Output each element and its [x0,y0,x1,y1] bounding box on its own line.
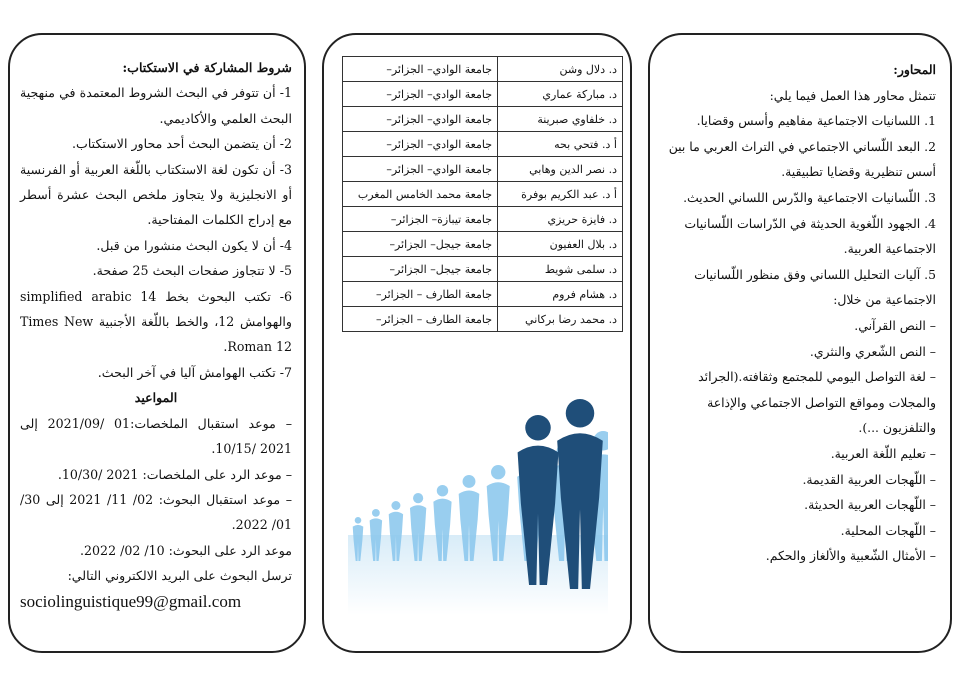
axis-item: 2. البعد اللّساني الاجتماعي في التراث العربي ما بين أسس تنظيرية وقضايا تطبيقية. [668,138,936,180]
sub-item: – اللّهجات العربية القديمة. [802,471,936,487]
member-university: جامعة الوادي– الجزائر– [343,157,498,182]
sub-item: – تعليم اللّغة العربية. [830,445,936,461]
member-university: جامعة جيجل– الجزائر– [343,257,498,282]
member-name: د. خلفاوي صبرينة [498,107,623,132]
member-name: د. بلال العفيون [498,232,623,257]
axis-item: 5. آليات التحليل اللساني وفق منظور اللّسانيات الاجتماعية من خلال: [694,266,936,308]
sub-item: – اللّهجات المحلية. [840,522,936,538]
condition-item: 5- لا تتجاوز صفحات البحث 25 صفحة. [92,263,292,279]
condition-item: 2- أن يتضمن البحث أحد محاور الاستكتاب. [71,136,292,152]
axes-panel [648,33,952,653]
member-university: جامعة تيبازة– الجزائر– [343,207,498,232]
dates-list [20,411,292,563]
sub-item: – النص القرآني. [854,317,936,333]
date-item: – موعد استقبال الملخصات:01 /2021/09 إلى 2021 /10/15. [20,415,292,457]
sub-item: – اللّهجات العربية الحديثة. [804,497,936,513]
contact-email[interactable]: sociolinguistique99@gmail.com [20,591,242,611]
sub-item: – النص الشّعري والنثري. [809,343,936,359]
condition-item: 7- تكتب الهوامش آليا في آخر البحث. [97,364,292,380]
table-row [343,107,623,132]
member-name: د. دلال وشن [498,57,623,82]
condition-item: 1- أن تتوفر في البحث الشروط المعتمدة في منهجية البحث العلمي والأكاديمي. [20,85,292,126]
member-name: أ د. فتحي بحه [498,132,623,157]
axis-item: 3. اللّسانيات الاجتماعية والدّرس اللساني الحديث. [683,189,936,205]
table-row [343,307,623,332]
member-name: د. نصر الدين وهابي [498,157,623,182]
conditions-list [20,80,292,385]
conditions-text [20,55,292,614]
condition-item: 6- تكتب البحوث بخط simplified arabic 14 والهوامش 12، والخط باللّغة الأجنبية Times New Roman 12. [20,288,292,355]
date-item: موعد الرد على البحوث: 10/ 02/ 2022. [80,542,292,558]
committee-table [342,56,623,332]
table-row [343,232,623,257]
member-university: جامعة جيجل– الجزائر– [343,232,498,257]
sub-item: – لغة التواصل اليومي للمجتمع وثقافته.(الجرائد والمجلات ومواقع التواصل الاجتماعي والإذاعة والتلفزيون ...). [698,369,936,436]
member-name: د. محمد رضا بركاني [498,307,623,332]
table-row [343,57,623,82]
condition-item: 4- أن لا يكون البحث منشورا من قبل. [96,237,292,253]
member-university: جامعة محمد الخامس المغرب [343,182,498,207]
table-row [343,207,623,232]
dates-title: المواعيد [134,390,178,406]
axes-text [662,57,936,569]
table-row [343,132,623,157]
member-name: د. هشام فروم [498,282,623,307]
conditions-title: شروط المشاركة في الاستكتاب: [122,60,292,75]
analysis-sublist [662,313,936,569]
date-item: – موعد استقبال البحوث: 02/ 11/ 2021 إلى 30/ 01/ 2022. [20,491,293,533]
conditions-panel [8,33,306,653]
member-name: د. سلمى شويط [498,257,623,282]
committee-panel [322,33,632,653]
member-university: جامعة الوادي– الجزائر– [343,82,498,107]
axes-list [662,108,936,313]
axes-title: المحاور: [893,62,936,77]
member-university: جامعة الوادي– الجزائر– [343,132,498,157]
business-people-illustration [348,385,608,615]
sub-item: – الأمثال الشّعبية والألغاز والحكم. [765,548,936,564]
member-university: جامعة الطارف – الجزائر– [343,282,498,307]
table-row [343,282,623,307]
member-name: د. فايزة حريزي [498,207,623,232]
table-row [343,182,623,207]
axis-item: 1. اللسانيات الاجتماعية مفاهيم وأسس وقضايا. [696,113,936,129]
condition-item: 3- أن تكون لغة الاستكتاب باللّغة العربية أو الفرنسية أو الانجليزية ولا يتجاوز ملخص البحث عشرة أسطر مع إدراج الكلمات المفتاحية. [20,161,292,228]
member-name: أ د. عبد الكريم بوفرة [498,182,623,207]
table-row [343,257,623,282]
table-row [343,82,623,107]
table-row [343,157,623,182]
date-item: – موعد الرد على الملخصات: 2021 /10/30. [57,466,292,482]
member-university: جامعة الطارف – الجزائر– [343,307,498,332]
member-university: جامعة الوادي– الجزائر– [343,57,498,82]
axis-item: 4. الجهود اللّغوية الحديثة في الدّراسات اللّسانيات الاجتماعية العربية. [684,215,936,257]
axes-intro: تتمثل محاور هذا العمل فيما يلي: [769,87,936,103]
member-university: جامعة الوادي– الجزائر– [343,107,498,132]
email-intro: ترسل البحوث على البريد الالكتروني التالي: [67,568,292,584]
member-name: د. مباركة عماري [498,82,623,107]
